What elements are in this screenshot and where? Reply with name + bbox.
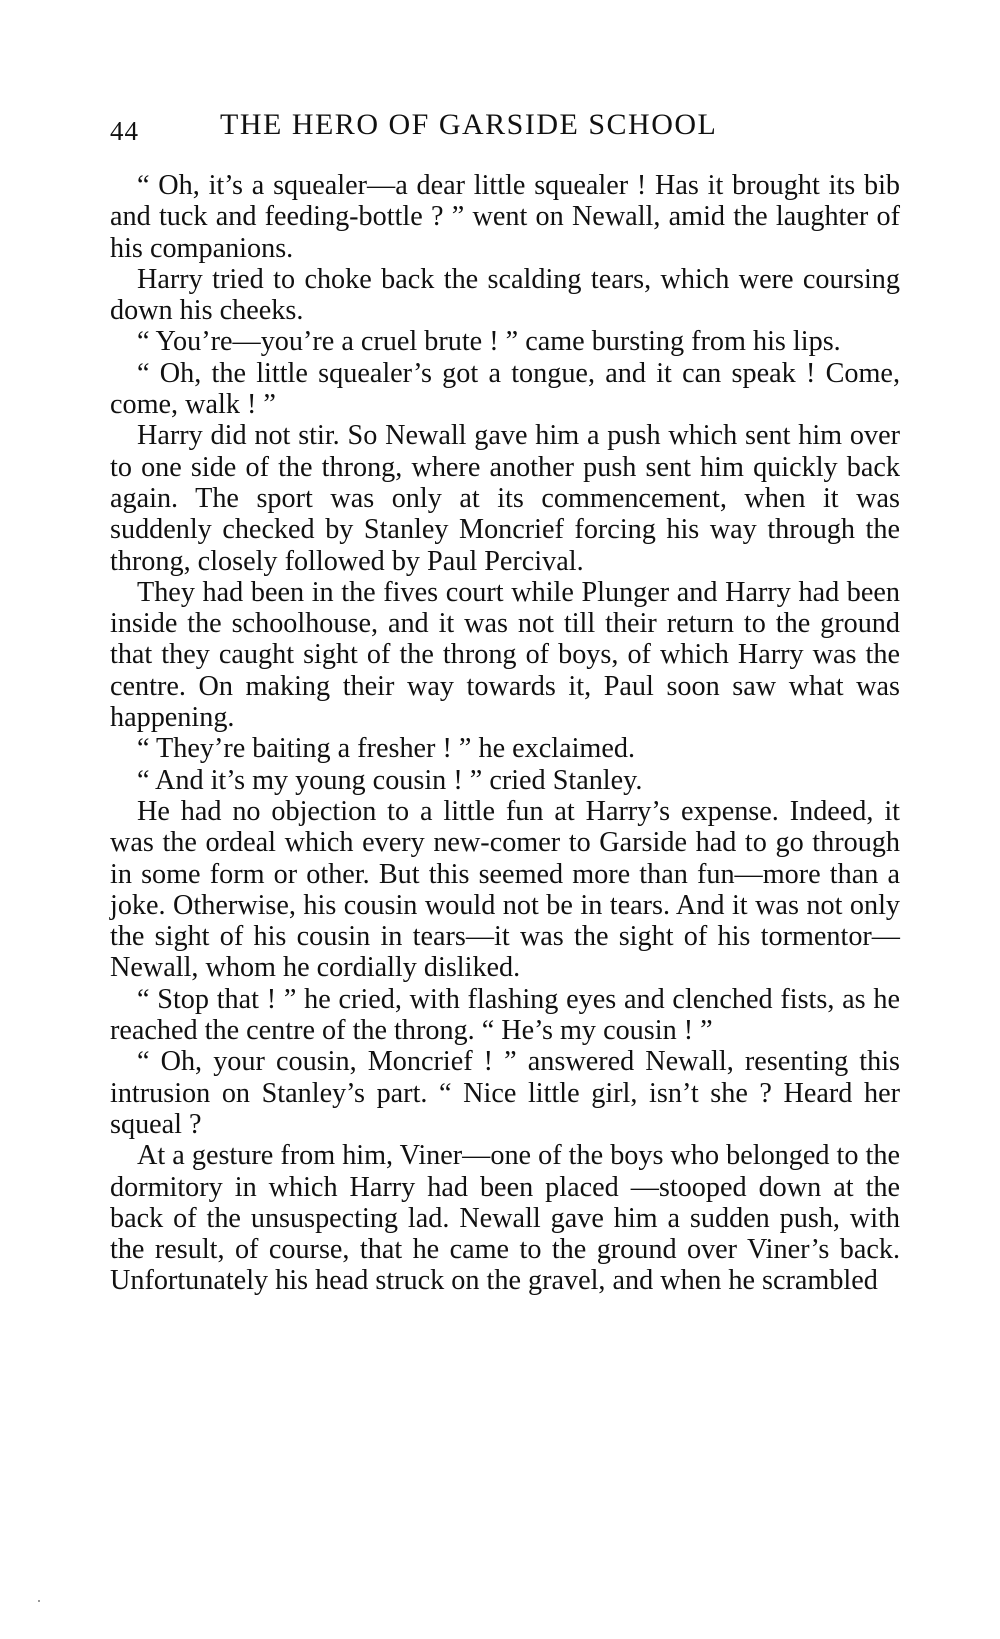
paragraph: “ They’re baiting a fresher ! ” he exclaimed.	[137, 733, 635, 765]
paragraph: “ Oh, your cousin, Moncrief ! ” answered Newall, resenting this intrusion on Stanley’s part. “ Nice little girl, isn’t she ? Heard her squeal ?	[110, 1046, 900, 1140]
paragraph: Harry did not stir. So Newall gave him a push which sent him over to one side of the throng, where another push sent him quickly back again. The sport was only at its commencement, when it was suddenly checked by Stanley Moncrief forcing his way through the throng, closely followed by Paul Percival.	[110, 420, 900, 577]
paragraph: “ Oh, the little squealer’s got a tongue, and it can speak ! Come, come, walk ! ”	[110, 357, 900, 421]
page-header	[110, 108, 900, 152]
running-title: THE HERO OF GARSIDE SCHOOL	[220, 108, 718, 141]
paragraph: At a gesture from him, Viner—one of the boys who belonged to the dormitory in which Harry had been placed —stooped down at the back of the unsuspecting lad. Newall gave him a sudden push, with the result, of course, that he came to the ground over Viner’s back. Unfortunately his head struck on the gravel, and when he scrambled	[110, 1140, 900, 1297]
paragraph: “ Oh, it’s a squealer—a dear little squealer ! Has it brought its bib and tuck and feeding-bottle ? ” went on Newall, amid the laughter of his companions.	[110, 170, 900, 264]
scan-speck	[38, 1600, 40, 1602]
paragraph: “ Stop that ! ” he cried, with flashing eyes and clenched fists, as he reached the centre of the throng. “ He’s my cousin ! ”	[110, 983, 900, 1047]
paragraph: “ You’re—you’re a cruel brute ! ” came bursting from his lips.	[137, 326, 841, 358]
body-text	[110, 170, 900, 1297]
page-number: 44	[110, 116, 139, 146]
paragraph: Harry tried to choke back the scalding tears, which were coursing down his cheeks.	[110, 263, 900, 327]
paragraph: They had been in the fives court while Plunger and Harry had been inside the schoolhouse, and it was not till their return to the ground that they caught sight of the throng of boys, of which Harry was the centre. On making their way towards it, Paul soon saw what was happening.	[110, 576, 900, 734]
paragraph: “ And it’s my young cousin ! ” cried Stanley.	[137, 764, 643, 796]
paragraph: He had no objection to a little fun at Harry’s expense. Indeed, it was the ordeal which every new-comer to Garside had to go through in some form or other. But this seemed more than fun—more than a joke. Otherwise, his cousin would not be in tears. And it was not only the sight of his cousin in tears—it was the sight of his tormentor—Newall, whom he cordially disliked.	[110, 795, 900, 984]
